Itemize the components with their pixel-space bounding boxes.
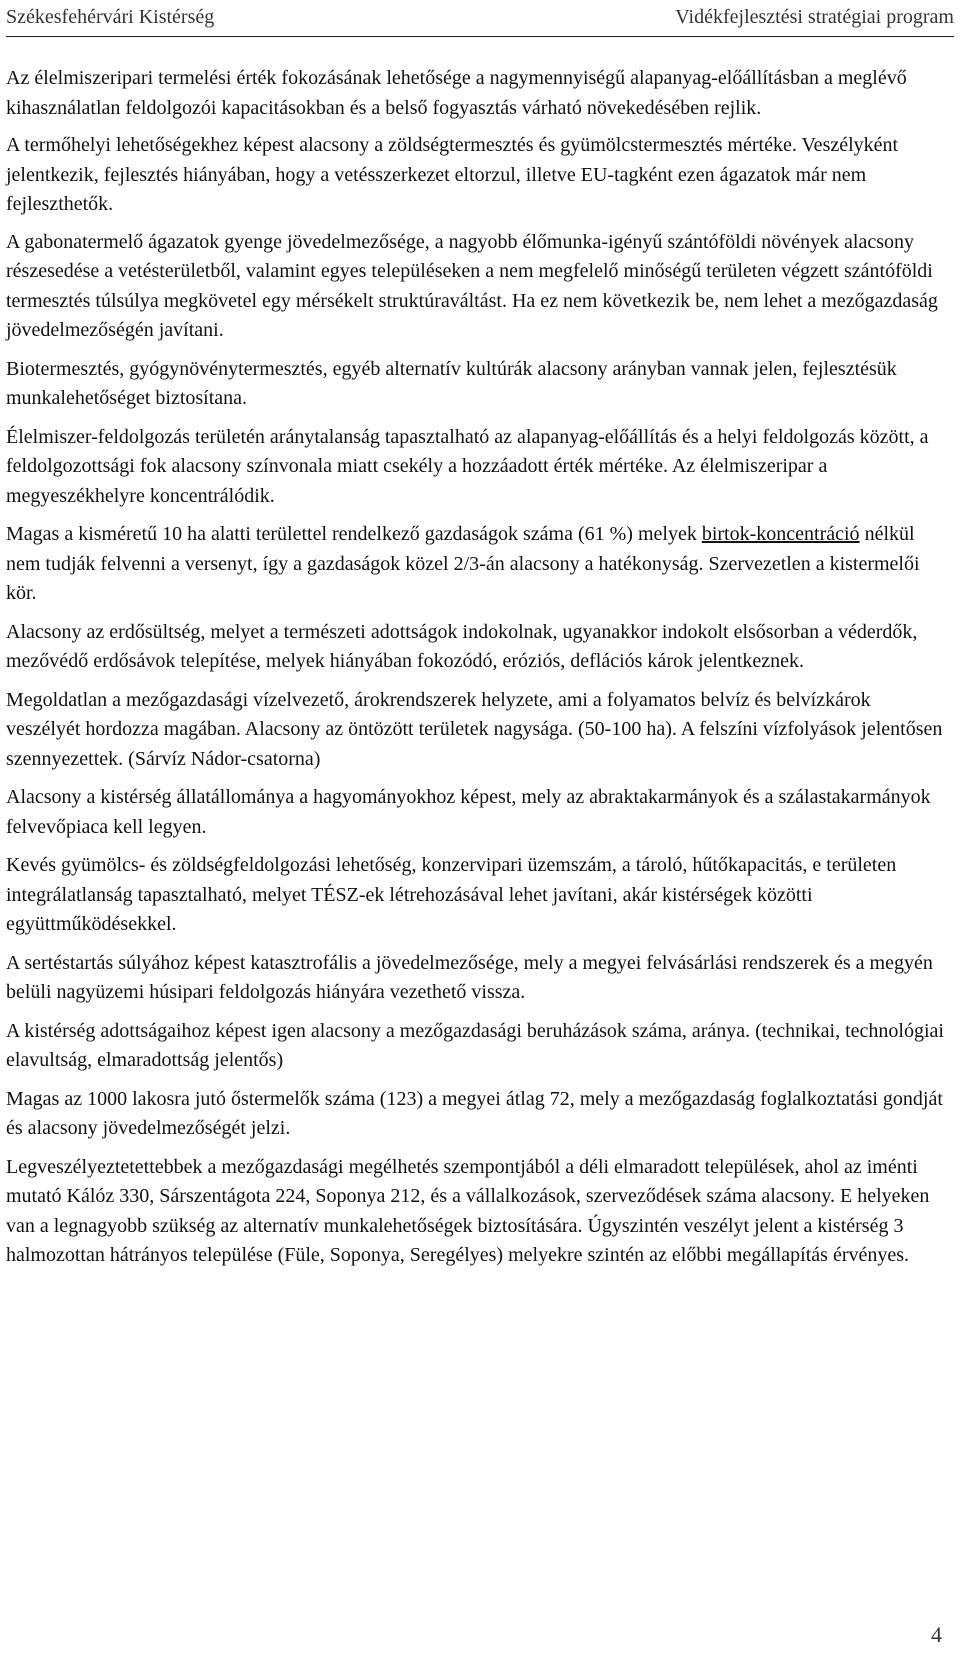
paragraph-8: Megoldatlan a mezőgazdasági vízelvezető, árokrendszerek helyzete, ami a folyamatos belvíz és belvízkárok veszélyét hordozza magában. Alacsony az öntözött területek nagysága. (50-100 ha). A felszíni vízfolyások jelentősen szennyezettek. (Sárvíz Nádor-csatorna) bbox=[6, 688, 943, 770]
paragraph-14: Legveszélyeztetettebbek a mezőgazdasági megélhetés szempontjából a déli elmaradott települések, ahol az iménti mutató Kálóz 330, Sárszentágota 224, Soponya 212, és a vállalkozások, szerveződések száma alacsony. E helyeken van a legnagyobb szükség az alternatív munkalehetőségek biztosítására. Úgyszintén veszélyt jelent a kistérség 3 halmozottan hátrányos települése (Füle, Soponya, Seregélyes) melyekre szintén az előbbi megállapítás érvényes. bbox=[6, 1155, 930, 1266]
document-body bbox=[6, 64, 946, 1280]
paragraph-10: Kevés gyümölcs- és zöldségfeldolgozási lehetőség, konzervipari üzemszám, a tároló, hűtőkapacitás, e területen integrálatlanság tapasztalható, melyet TÉSZ-ek létrehozásával lehet javítani, akár kistérségek közötti együttműködésekkel. bbox=[6, 854, 897, 935]
header-left-title: Székesfehérvári Kistérség bbox=[6, 5, 215, 28]
paragraph-1: Az élelmiszeripari termelési érték fokozásának lehetősége a nagymennyiségű alapanyag-előállításban a meglévő kihasználatlan feldolgozói kapacitásokban és a belső fogyasztás várható növekedésében rejlik. bbox=[6, 67, 907, 119]
birtok-koncentracio-link[interactable]: birtok-koncentráció bbox=[701, 523, 860, 545]
paragraph-12: A kistérség adottságaihoz képest igen alacsony a mezőgazdasági beruházások száma, aránya. (technikai, technológiai elavultság, elmaradottság jelentős) bbox=[6, 1019, 944, 1071]
paragraph-11: A sertéstartás súlyához képest katasztrofális a jövedelmezősége, mely a megyei felvásárlási rendszerek és a megyén belüli nagyüzemi húsipari feldolgozás hiányára vezethető vissza. bbox=[6, 951, 933, 1003]
page-number: 4 bbox=[931, 1622, 942, 1647]
paragraph-6-end: nélkül nem tudják felvenni a versenyt, így a gazdaságok közel 2/3-án alacsony a hatékonyság. Szervezetlen a kistermelői kör. bbox=[6, 523, 920, 604]
paragraph-6-start: Magas a kisméretű 10 ha alatti területtel rendelkező gazdaságok száma (61 %) melyek bbox=[6, 523, 702, 545]
paragraph-7: Alacsony az erdősültség, melyet a természeti adottságok indokolnak, ugyanakkor indokolt elsősorban a véderdők, mezővédő erdősávok telepítése, melyek hiányában fokozódó, eróziós, deflációs károk jelentkeznek. bbox=[6, 620, 918, 672]
page-header bbox=[6, 0, 954, 34]
paragraph-6 bbox=[6, 520, 946, 609]
paragraph-3: A gabonatermelő ágazatok gyenge jövedelmezősége, a nagyobb élőmunka-igényű szántóföldi növények alacsony részesedése a vetésterületből, valamint egyes településeken a nem megfelelő minőségű területen végzett szántóföldi termesztés túlsúlya megkövetel egy mérsékelt struktúraváltást. Ha ez nem következik be, nem lehet a mezőgazdaság jövedelmezőségén javítani. bbox=[6, 230, 938, 341]
header-divider bbox=[6, 36, 954, 37]
paragraph-9: Alacsony a kistérség állatállománya a hagyományokhoz képest, mely az abraktakarmányok és a szálastakarmányok felvevőpiaca kell legyen. bbox=[6, 786, 931, 838]
paragraph-5: Élelmiszer-feldolgozás területén aránytalanság tapasztalható az alapanyag-előállítás és a helyi feldolgozás között, a feldolgozottsági fok alacsony színvonala miatt csekély a hozzáadott érték mértéke. Az élelmiszeripar a megyeszékhelyre koncentrálódik. bbox=[6, 425, 929, 507]
paragraph-4: Biotermesztés, gyógynövénytermesztés, egyéb alternatív kultúrák alacsony arányban vannak jelen, fejlesztésük munkalehetőséget biztosítana. bbox=[6, 357, 897, 409]
paragraph-13: Magas az 1000 lakosra jutó őstermelők száma (123) a megyei átlag 72, mely a mezőgazdaság foglalkoztatási gondját és alacsony jövedelmezőségét jelzi. bbox=[6, 1087, 943, 1139]
header-right-title: Vidékfejlesztési stratégiai program bbox=[675, 5, 954, 28]
paragraph-2: A termőhelyi lehetőségekhez képest alacsony a zöldségtermesztés és gyümölcstermesztés mértéke. Veszélyként jelentkezik, fejlesztés hiányában, hogy a vetésszerkezet eltorzul, illetve EU-tagként ezen ágazatok már nem fejleszthetők. bbox=[6, 134, 899, 215]
